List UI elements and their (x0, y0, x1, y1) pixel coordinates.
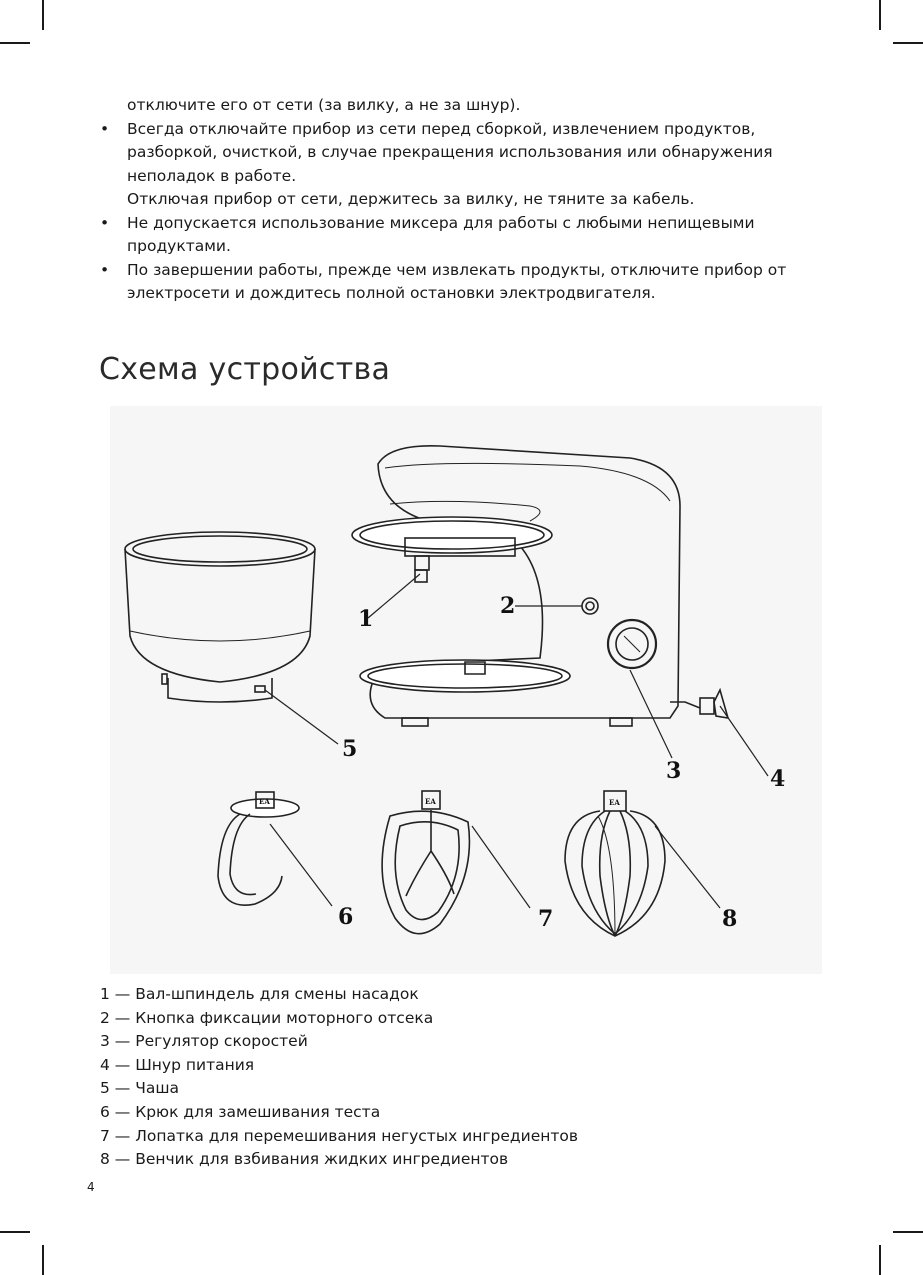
bullet-dot: • (100, 213, 110, 232)
safety-bullet-2-line-2: продуктами. (127, 237, 231, 255)
bullet-dot: • (100, 119, 110, 138)
legend-item-4: 4 — Шнур питания (100, 1055, 255, 1074)
bullet-dot: • (100, 260, 110, 279)
callout-number-4: 4 (770, 766, 786, 792)
crop-mark-bottom-left-v (42, 1245, 44, 1275)
legend-item-6: 6 — Крюк для замешивания теста (100, 1102, 381, 1121)
legend-item-5: 5 — Чаша (100, 1079, 180, 1098)
section-title: Схема устройства (99, 352, 391, 387)
safety-bullet-3-line-2: электросети и дождитесь полной остановки электродвигателя. (127, 284, 656, 302)
legend-item-2: 2 — Кнопка фиксации моторного отсека (100, 1008, 434, 1027)
hook-brand-label: EA (259, 797, 270, 806)
callout-number-7: 7 (538, 906, 554, 932)
callout-leaders (265, 574, 768, 908)
bowl-illustration (125, 532, 315, 702)
leader-6 (270, 824, 332, 906)
crop-mark-bottom-right-h (893, 1231, 923, 1233)
flat-beater-illustration (382, 791, 469, 934)
crop-mark-top-right-v (879, 0, 881, 30)
crop-mark-top-left-h (0, 42, 30, 44)
dough-hook-illustration (218, 792, 299, 905)
callout-number-2: 2 (500, 593, 516, 619)
page-number: 4 (87, 1180, 95, 1194)
callout-numbers (259, 593, 785, 932)
whisk-illustration (565, 791, 665, 936)
crop-mark-top-right-h (893, 42, 923, 44)
device-diagram (110, 406, 822, 974)
safety-bullet-3 (100, 259, 820, 283)
callout-number-3: 3 (666, 758, 682, 784)
mixer-illustration (352, 446, 728, 726)
crop-mark-bottom-right-v (879, 1245, 881, 1275)
safety-bullet-3-line-1: По завершении работы, прежде чем извлекать продукты, отключите прибор от (127, 260, 787, 279)
legend-item-7: 7 — Лопатка для перемешивания негустых ингредиентов (100, 1126, 579, 1145)
legend-item-8: 8 — Венчик для взбивания жидких ингредиентов (100, 1150, 509, 1169)
safety-bullet-1 (100, 118, 820, 142)
crop-mark-bottom-left-h (0, 1231, 30, 1233)
device-diagram-svg (110, 406, 822, 974)
safety-bullet-2-line-1: Не допускается использование миксера для работы с любыми непищевыми (127, 213, 755, 232)
safety-bullet-2 (100, 212, 820, 236)
safety-bullet-1-line-4: Отключая прибор от сети, держитесь за вилку, не тяните за кабель. (127, 190, 695, 208)
leader-5 (265, 690, 338, 744)
parts-legend (100, 983, 578, 1172)
safety-bullet-1-line-1: Всегда отключайте прибор из сети перед сборкой, извлечением продуктов, (127, 119, 756, 138)
leader-7 (472, 826, 530, 908)
callout-number-6: 6 (338, 904, 354, 930)
leader-3 (630, 670, 672, 758)
callout-number-5: 5 (342, 736, 358, 762)
callout-number-1: 1 (358, 606, 374, 632)
safety-bullet-1-line-3: неполадок в работе. (127, 166, 297, 185)
callout-number-8: 8 (722, 906, 738, 932)
legend-item-1: 1 — Вал-шпиндель для смены насадок (100, 985, 419, 1003)
legend-item-3: 3 — Регулятор скоростей (100, 1032, 308, 1051)
safety-bullet-1-line-2: разборкой, очисткой, в случае прекращения использования или обнаружения (127, 143, 773, 161)
whisk-brand-label: EA (609, 798, 620, 807)
crop-mark-top-left-v (42, 0, 44, 30)
safety-instructions (100, 94, 820, 306)
beater-brand-label: EA (425, 797, 436, 806)
leader-1 (368, 574, 420, 618)
safety-continuation: отключите его от сети (за вилку, а не за шнур). (127, 96, 521, 114)
leader-4 (720, 706, 768, 776)
